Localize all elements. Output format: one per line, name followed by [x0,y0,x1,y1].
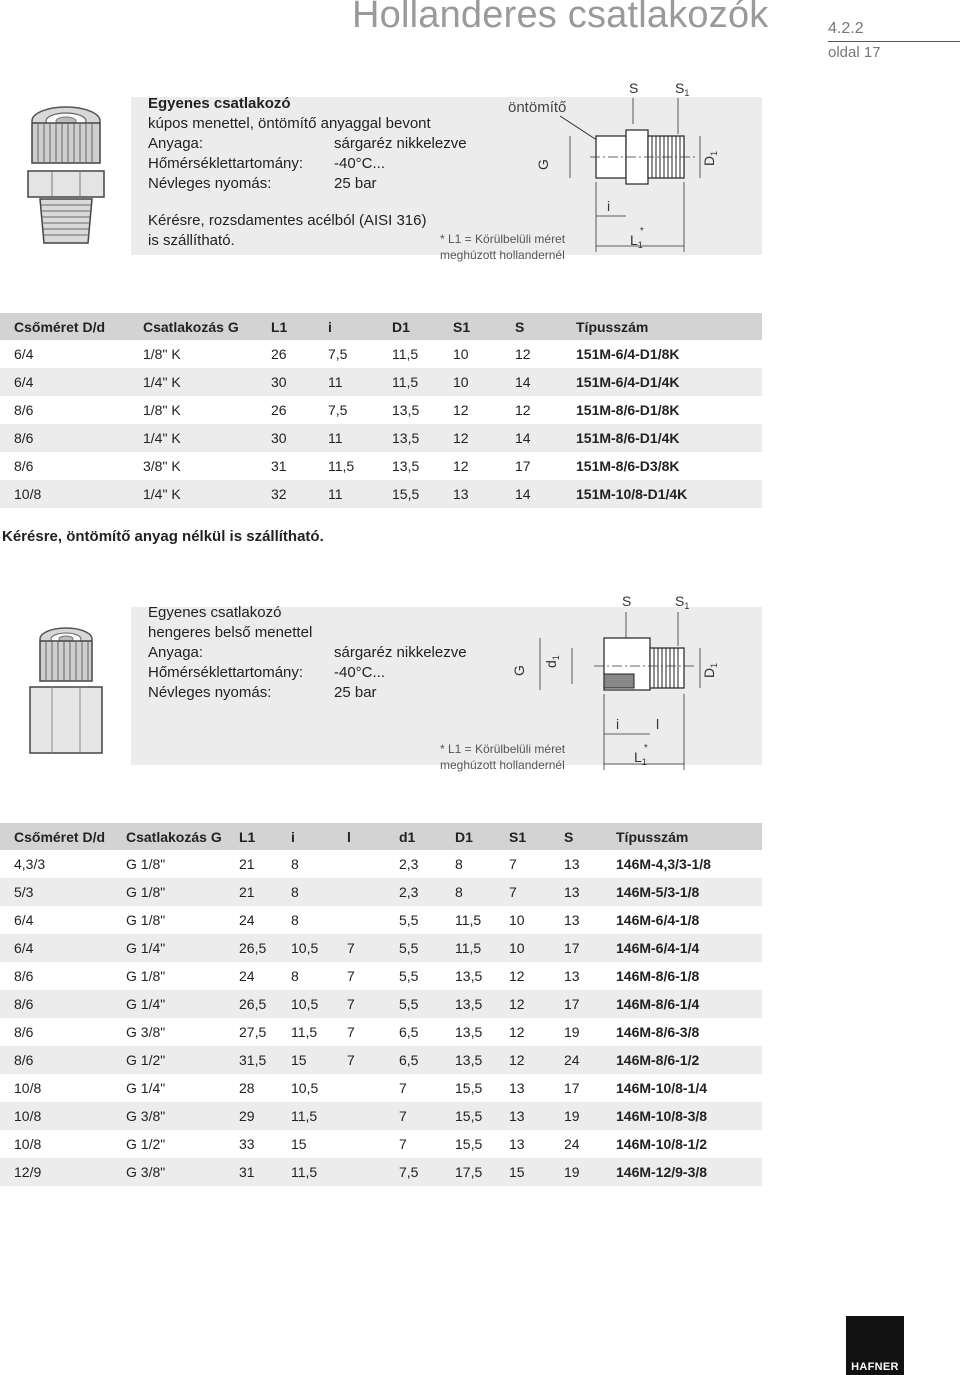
material-label: Anyaga: [148,135,204,152]
product1-material-row [148,134,488,154]
col-connection: Csatlakozás G [129,313,257,340]
col-d1: d1 [385,823,441,850]
cell-S: 13 [564,856,580,872]
cell-S: 19 [550,1102,602,1130]
cell-tube-size: 4,3/3 [14,856,46,872]
col-tube-size: Csőméret D/d [0,313,129,340]
cell-S: 19 [550,1158,602,1186]
cell-d1: 6,5 [399,1024,419,1040]
col-tube-size: Csőméret D/d [0,823,112,850]
cell-D1: 13,5 [441,1046,495,1074]
cell-L1: 30 [257,368,314,396]
cell-type-number: 146M-10/8-1/2 [616,1136,708,1152]
col-i: i [277,823,333,850]
dim-L1-label: $L_1*$ [634,743,648,767]
col-l: l [333,823,385,850]
col-type-number: Típusszám [562,313,762,340]
cell-S: 13 [550,878,602,906]
cell-connection: 1/8" K [143,402,181,418]
cell-connection: G 1/8" [126,856,166,872]
dim-i-label: i [616,716,620,732]
cell-D1: 13,5 [455,1024,483,1040]
cell-L1: 26 [271,346,287,362]
cell-type-number: 151M-6/4-D1/8K [576,346,680,362]
cell-S: 24 [550,1046,602,1074]
cell-type-number: 146M-10/8-3/8 [602,1102,762,1130]
straight-connector-tapered-image [0,97,131,255]
cell-S: 13 [564,912,580,928]
page-number: oldal 17 [828,44,881,61]
col-S1: S1 [495,823,550,850]
table-row [0,962,762,990]
cell-tube-size: 8/6 [14,968,34,984]
cell-connection: 1/8" K [143,346,181,362]
cell-connection: 1/4" K [129,424,257,452]
table-row [0,424,762,452]
product1-name: Egyenes csatlakozó [148,95,291,112]
col-L1: L1 [225,823,277,850]
cell-l [333,906,385,934]
cell-D1: 8 [441,878,495,906]
material-value: sárgaréz nikkelezve [334,644,467,661]
cell-S: 14 [501,368,562,396]
dim-D1-label: $D_1$ [701,662,719,678]
cell-l: 7 [347,968,355,984]
cell-i: 11,5 [328,458,355,474]
cell-d1: 7,5 [385,1158,441,1186]
table-header-row [0,823,762,850]
cell-l [333,1074,385,1102]
cell-D1: 13,5 [455,968,483,984]
cell-tube-size: 6/4 [14,346,34,362]
temperature-label: Hőmérséklettartomány: [148,155,304,172]
cell-S1: 10 [509,912,525,928]
cell-L1: 21 [239,856,255,872]
page-title: Hollanderes csatlakozók [352,0,769,36]
cell-D1: 13,5 [392,458,420,474]
cell-S: 12 [515,346,531,362]
hafner-logo [846,1316,904,1375]
cell-D1: 13,5 [392,402,420,418]
temperature-value: -40°C... [334,155,386,172]
table-row [0,878,762,906]
cell-l [333,878,385,906]
cell-L1: 27,5 [239,1024,267,1040]
cell-connection: G 3/8" [112,1158,225,1186]
cell-i: 10,5 [291,1080,319,1096]
cell-L1: 31,5 [225,1046,277,1074]
cell-S1: 10 [439,368,501,396]
table-row [0,1046,762,1074]
cell-connection: G 1/8" [126,912,166,928]
cell-tube-size: 5/3 [0,878,112,906]
header-divider [828,41,960,42]
product1-info [148,94,488,194]
cell-type-number: 151M-8/6-D1/4K [562,424,762,452]
product1-footnote: Kérésre, öntömítő anyag nélkül is szállítható. [2,528,324,545]
product1-pressure-row [148,174,488,194]
cell-i: 11 [314,368,378,396]
cell-type-number: 151M-8/6-D3/8K [576,458,680,474]
product2-pressure-row [148,683,488,703]
cell-L1: 24 [239,912,255,928]
cell-L1: 33 [239,1136,255,1152]
cell-S: 13 [564,968,580,984]
cell-L1: 26,5 [225,934,277,962]
col-S1: S1 [439,313,501,340]
table-row [0,1102,762,1130]
pressure-label: Névleges nyomás: [148,684,272,701]
col-S: S [501,313,562,340]
cell-L1: 32 [257,480,314,508]
straight-connector-female-image [0,607,131,765]
cell-type-number: 146M-10/8-1/4 [616,1080,708,1096]
cell-L1: 29 [225,1102,277,1130]
cell-i: 11,5 [277,1102,333,1130]
temperature-value: -40°C... [334,664,386,681]
col-D1: D1 [441,823,495,850]
dim-G-label: G [535,159,551,170]
cell-type-number: 146M-8/6-1/4 [602,990,762,1018]
cell-i: 15 [277,1046,333,1074]
cell-S1: 13 [509,1080,525,1096]
cell-connection: G 3/8" [112,1102,225,1130]
cell-tube-size: 8/6 [14,1024,34,1040]
cell-connection: G 1/4" [112,934,225,962]
cell-tube-size: 8/6 [14,458,34,474]
cell-S: 24 [564,1136,580,1152]
material-label: Anyaga: [148,644,204,661]
cell-connection: G 1/4" [126,1080,166,1096]
cell-i: 7,5 [328,402,348,418]
cell-S: 17 [550,990,602,1018]
cell-d1: 5,5 [385,934,441,962]
cell-i: 10,5 [277,990,333,1018]
cell-i: 11,5 [291,1024,318,1040]
cell-S: 19 [564,1024,580,1040]
cell-S1: 12 [439,424,501,452]
cell-S1: 12 [453,458,469,474]
logo-text: HAFNER [851,1361,899,1373]
table-row [0,396,762,424]
cell-tube-size: 8/6 [0,424,129,452]
cell-i: 11 [314,480,378,508]
cell-i: 7,5 [328,346,348,362]
product2-spec-table [0,823,762,1186]
product1-temp-row [148,154,488,174]
cell-L1: 30 [257,424,314,452]
col-connection: Csatlakozás G [112,823,225,850]
cell-S1: 12 [453,402,469,418]
product1-subtitle: kúpos menettel, öntömítő anyaggal bevont [148,115,431,132]
cell-L1: 28 [239,1080,255,1096]
table-row [0,368,762,396]
cell-S1: 13 [495,1102,550,1130]
dim-S-label: S [622,593,632,609]
cell-tube-size: 12/9 [0,1158,112,1186]
cell-connection: G 3/8" [126,1024,166,1040]
cell-connection: G 1/2" [112,1046,225,1074]
cell-tube-size: 10/8 [14,1080,42,1096]
cell-type-number: 146M-12/9-3/8 [602,1158,762,1186]
product2-temp-row [148,663,488,683]
cell-S1: 10 [453,346,469,362]
cell-D1: 11,5 [455,912,482,928]
cell-connection: G 1/8" [126,968,166,984]
cell-d1: 5,5 [399,968,419,984]
cell-d1: 2,3 [385,878,441,906]
cell-connection: 1/4" K [129,480,257,508]
material-value: sárgaréz nikkelezve [334,135,467,152]
cell-type-number: 146M-4,3/3-1/8 [616,856,711,872]
cell-i: 10,5 [277,934,333,962]
dim-d1-label: $d_1$ [543,655,561,668]
table-row [0,934,762,962]
cell-tube-size: 6/4 [14,912,34,928]
cell-D1: 15,5 [441,1102,495,1130]
col-S: S [550,823,602,850]
col-L1: L1 [257,313,314,340]
cell-D1: 8 [455,856,463,872]
stainless-note-line2: is szállítható. [148,232,235,249]
dimension-note-line2: meghúzott hollandernél [440,248,565,262]
cell-tube-size: 10/8 [0,1102,112,1130]
dim-S1-label: $S_1$ [675,593,690,611]
cell-connection: G 1/4" [112,990,225,1018]
cell-tube-size: 6/4 [0,934,112,962]
cell-S: 14 [501,480,562,508]
cell-S: 12 [515,402,531,418]
cell-type-number: 146M-5/3-1/8 [602,878,762,906]
cell-connection: G 1/8" [112,878,225,906]
cell-i: 15 [291,1136,307,1152]
cell-tube-size: 10/8 [0,480,129,508]
cell-D1: 15,5 [378,480,439,508]
table-row [0,1130,762,1158]
cell-S1: 12 [509,968,525,984]
dim-l-label: l [656,716,660,732]
cell-d1: 5,5 [385,990,441,1018]
cell-d1: 7 [399,1080,407,1096]
table-row [0,1158,762,1186]
pressure-label: Névleges nyomás: [148,175,272,192]
cell-i: 11,5 [277,1158,333,1186]
cell-tube-size: 8/6 [0,990,112,1018]
cell-S1: 12 [495,1046,550,1074]
table-row [0,340,762,368]
cell-l [333,850,385,878]
cell-S: 14 [501,424,562,452]
cell-i: 8 [291,856,299,872]
product1-spec-table [0,313,762,508]
cell-tube-size: 8/6 [0,1046,112,1074]
cell-L1: 31 [271,458,287,474]
product2-technical-drawing [500,586,760,772]
cell-S1: 13 [439,480,501,508]
table-row [0,990,762,1018]
pressure-value: 25 bar [334,175,377,192]
cell-type-number: 151M-8/6-D1/8K [576,402,680,418]
cell-S1: 7 [509,856,517,872]
cell-S1: 12 [495,990,550,1018]
cell-D1: 15,5 [455,1080,483,1096]
cell-S: 17 [515,458,531,474]
cell-tube-size: 10/8 [14,1136,42,1152]
table-row [0,850,762,878]
product2-material-row [148,643,488,663]
cell-l [333,1130,385,1158]
cell-type-number: 146M-6/4-1/8 [616,912,700,928]
product1-technical-drawing [500,74,760,260]
cell-type-number: 146M-8/6-1/2 [602,1046,762,1074]
cell-l: 7 [333,1046,385,1074]
dim-i-label: i [607,198,611,214]
cell-L1: 24 [239,968,255,984]
dim-D1-label: $D_1$ [701,150,719,166]
table-row [0,452,762,480]
cell-i: 11 [314,424,378,452]
cell-l: 7 [347,1024,355,1040]
cell-S: 17 [564,1080,580,1096]
cell-connection: 3/8" K [143,458,181,474]
cell-D1: 17,5 [441,1158,495,1186]
dim-S-label: S [629,80,639,96]
dimension-note-line1: * L1 = Körülbelüli méret [440,742,566,756]
cell-connection: G 1/2" [126,1136,166,1152]
cell-type-number: 146M-8/6-3/8 [616,1024,700,1040]
pressure-value: 25 bar [334,684,377,701]
cell-S: 17 [550,934,602,962]
cell-D1: 13,5 [378,424,439,452]
cell-d1: 6,5 [385,1046,441,1074]
dim-G-label: G [511,665,527,676]
product1-extra-note [148,211,448,251]
cell-tube-size: 6/4 [0,368,129,396]
cell-L1: 31 [225,1158,277,1186]
product2-photo [0,607,131,765]
stainless-note-line1: Kérésre, rozsdamentes acélból (AISI 316) [148,212,427,229]
temperature-label: Hőmérséklettartomány: [148,664,304,681]
table-row [0,1074,762,1102]
cell-d1: 7 [399,1136,407,1152]
cell-l [333,1102,385,1130]
dim-S1-label: $S_1$ [675,80,690,98]
cell-S1: 7 [495,878,550,906]
cell-S1: 10 [495,934,550,962]
cell-i: 8 [291,912,299,928]
table-row [0,480,762,508]
cell-D1: 11,5 [378,368,439,396]
seal-label: öntömítő [508,99,567,116]
cell-S1: 15 [495,1158,550,1186]
col-type-number: Típusszám [602,823,762,850]
cell-d1: 7 [385,1102,441,1130]
dim-L1-label: $L_1*$ [630,226,644,250]
table-row [0,1018,762,1046]
product2-name: Egyenes csatlakozó [148,604,282,621]
cell-L1: 26 [271,402,287,418]
section-number: 4.2.2 [828,20,864,37]
table-header-row [0,313,762,340]
cell-D1: 15,5 [455,1136,483,1152]
cell-i: 8 [277,878,333,906]
cell-S1: 12 [509,1024,525,1040]
cell-d1: 2,3 [399,856,419,872]
cell-i: 8 [291,968,299,984]
dimension-note-line2: meghúzott hollandernél [440,758,565,772]
cell-D1: 13,5 [441,990,495,1018]
dimension-note-line1: * L1 = Körülbelüli méret [440,232,566,246]
cell-D1: 11,5 [441,934,495,962]
product2-info [148,603,488,703]
cell-l: 7 [333,934,385,962]
product2-subtitle: hengeres belső menettel [148,624,313,641]
cell-type-number: 146M-6/4-1/4 [602,934,762,962]
cell-type-number: 146M-8/6-1/8 [616,968,700,984]
cell-l: 7 [333,990,385,1018]
col-i: i [314,313,378,340]
col-D1: D1 [378,313,439,340]
cell-D1: 11,5 [392,346,419,362]
cell-L1: 21 [225,878,277,906]
cell-L1: 26,5 [225,990,277,1018]
table-row [0,906,762,934]
cell-l [333,1158,385,1186]
cell-type-number: 151M-6/4-D1/4K [562,368,762,396]
product1-photo [0,97,131,255]
cell-connection: 1/4" K [129,368,257,396]
cell-tube-size: 8/6 [14,402,34,418]
cell-type-number: 151M-10/8-D1/4K [562,480,762,508]
cell-d1: 5,5 [399,912,419,928]
cell-S1: 13 [509,1136,525,1152]
